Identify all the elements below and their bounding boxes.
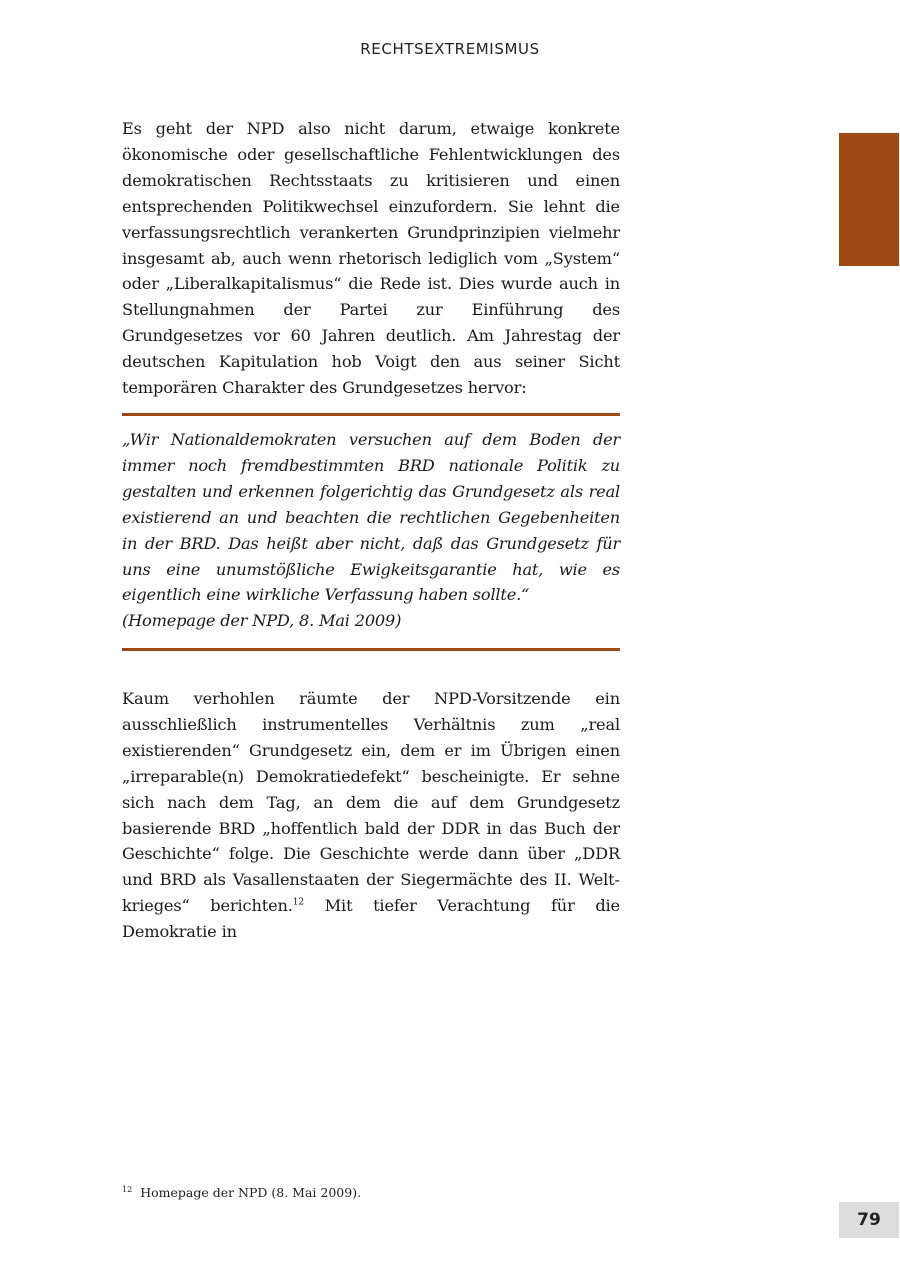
block-quote xyxy=(122,413,620,651)
quote-source: (Homepage der NPD, 8. Mai 2009) xyxy=(122,611,402,631)
running-header: RECHTSEXTREMISMUS xyxy=(360,40,540,58)
footnote xyxy=(122,1185,361,1200)
quote-text: „Wir Nationaldemokraten versuchen auf dem Boden der immer noch fremdbestimmten BRD nationale Politik zu gestalten und erkennen folgerichtig das Grundgesetz als real existierend an und beachten die rechtlichen Gegebenheiten in der BRD. Das heißt aber nicht, daß das Grundgesetz für uns eine unumstößliche Ewigkeitsgarantie hat, wie es eigentlich eine wirkliche Verfassung haben sollte.“ xyxy=(122,430,620,605)
body-paragraph-2 xyxy=(122,686,620,945)
footnote-number: 12 xyxy=(122,1184,133,1194)
footnote-reference[interactable]: 12 xyxy=(292,897,304,908)
page-number: 79 xyxy=(839,1202,899,1238)
body-paragraph-1: Es geht der NPD also nicht darum, etwaige konkrete ökonomische oder gesellschaftliche Fehlentwicklungen des demokratischen Rechtsstaats zu kritisieren und einen entsprechenden Politikwechsel einzufordern. Sie lehnt die verfassungsrechtlich verankerten Grundprinzipien vielmehr insgesamt ab, auch wenn rhetorisch lediglich vom „System“ oder „Liberalkapitalismus“ die Rede ist. Dies wurde auch in Stellungnahmen der Partei zur Einführung des Grundgesetzes vor 60 Jahren deutlich. Am Jahrestag der deutschen Kapitulation hob Voigt den aus seiner Sicht temporären Charakter des Grundgesetzes hervor: xyxy=(122,119,620,398)
chapter-tab-marker xyxy=(839,133,899,266)
footnote-text: Homepage der NPD (8. Mai 2009). xyxy=(140,1185,362,1200)
paragraph-2-text-before-ref: Kaum verhohlen räumte der NPD-Vorsitzende ein ausschließlich instrumentelles Verhältnis zum „real existierenden“ Grundgesetz ein, dem er im Übrigen einen „irreparable(n) Demokratiedefekt“ bescheinigte. Er sehne sich nach dem Tag, an dem die auf dem Grundgesetz basierende BRD „hoffentlich bald der DDR in das Buch der Geschichte“ folge. Die Geschichte werde dann über „DDR und BRD als Vasallenstaaten der Siegermächte des II. Weltkrieges“ berichten. xyxy=(122,689,620,916)
paragraph-2-text-after-ref: Mit tiefer Verachtung für die Demokratie in xyxy=(122,896,620,942)
